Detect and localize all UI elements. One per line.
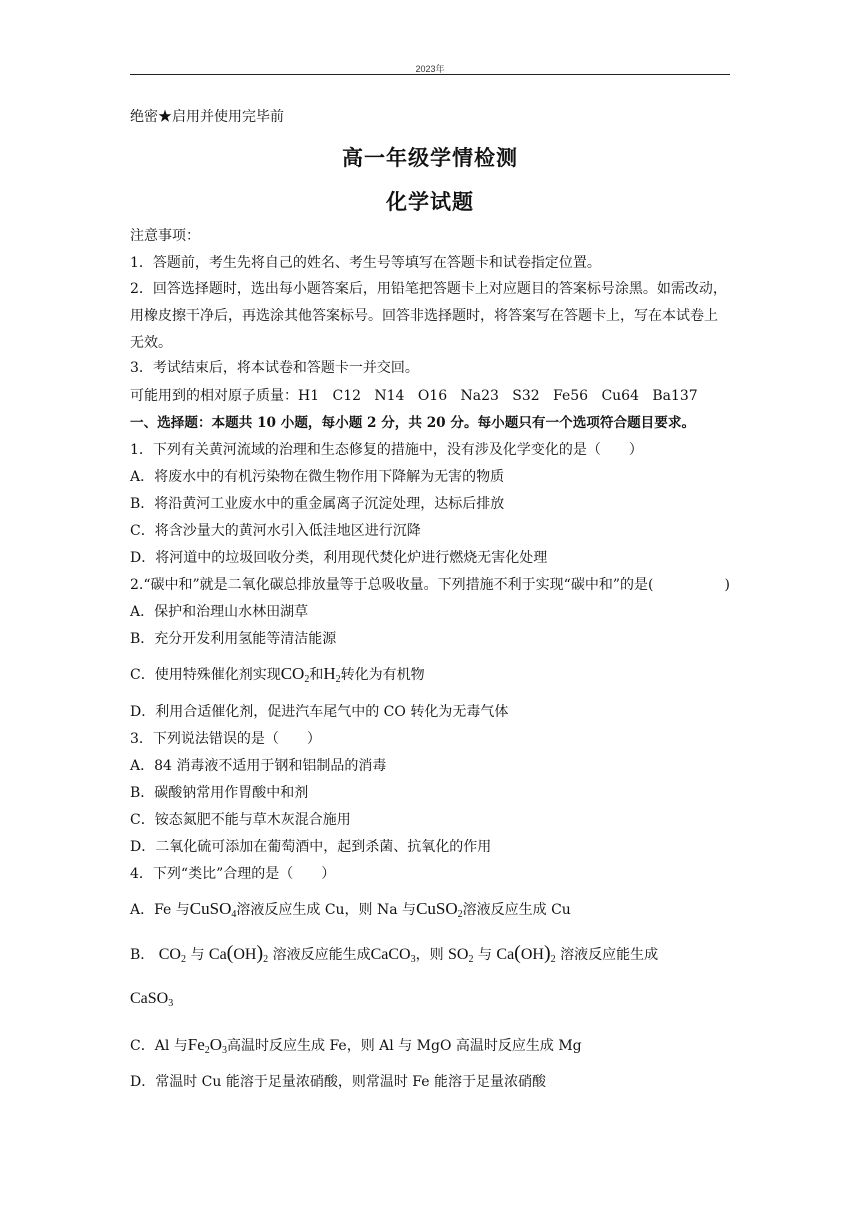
- formula-fe2o3-fe: Fe: [187, 1035, 205, 1054]
- formula-caco3-sub: 3: [410, 954, 416, 965]
- formula-caoh2-1-ca: Ca: [208, 946, 227, 963]
- q1-option-d: D．将河道中的垃圾回收分类，利用现代焚化炉进行燃烧无害化处理: [130, 550, 548, 566]
- mass-h: H1: [298, 388, 320, 404]
- mass-c: C12: [332, 388, 362, 404]
- formula-co2-b: [159, 946, 186, 963]
- formula-fe2o3: [188, 1035, 227, 1054]
- exam-subject: 化学试题: [386, 189, 474, 214]
- formula-cuso2: [416, 899, 463, 918]
- atomic-masses: [130, 386, 698, 406]
- formula-cuso4: [190, 899, 237, 918]
- note-3: 3．考试结束后，将本试卷和答题卡一并交回。: [130, 360, 419, 376]
- formula-caso3-base: CaSO: [130, 990, 169, 1007]
- q2-stem-paren: ): [724, 577, 730, 593]
- mass-fe: Fe56: [553, 388, 589, 404]
- q2-option-b: B．充分开发利用氢能等清洁能源: [130, 631, 337, 647]
- mass-o: O16: [417, 388, 448, 404]
- formula-caoh2-2-lparen: (: [514, 942, 521, 964]
- note-1: 1．答题前，考生先将自己的姓名、考生号等填写在答题卡和试卷指定位置。: [130, 255, 601, 271]
- q1-option-b: B．将沿黄河工业废水中的重金属离子沉淀处理，达标后排放: [130, 496, 505, 512]
- q2-option-a: A．保护和治理山水林田湖草: [130, 604, 309, 620]
- q4a-text-post: 溶液反应生成 Cu: [462, 902, 571, 918]
- formula-co2-base: CO: [280, 664, 305, 683]
- q2c-text-pre: C．使用特殊催化剂实现: [130, 667, 281, 683]
- q4c-text-pre: C．Al 与: [130, 1038, 188, 1054]
- section-heading: 一、选择题：本题共 10 小题，每小题 2 分，共 20 分。每小题只有一个选项符合题目要求。: [130, 415, 696, 431]
- formula-h2-sub: 2: [335, 674, 341, 685]
- formula-caoh2-2: [496, 942, 556, 965]
- q3-option-a: A．84 消毒液不适用于钢和铝制品的消毒: [130, 758, 387, 774]
- mass-n: N14: [374, 388, 405, 404]
- formula-caco3: [371, 946, 416, 963]
- q2c-text-and: 和: [309, 667, 324, 683]
- q1-stem: 1．下列有关黄河流域的治理和生态修复的措施中，没有涉及化学变化的是（ ）: [130, 442, 643, 458]
- mass-ba: Ba137: [652, 388, 698, 404]
- formula-so2-base: SO: [448, 946, 469, 963]
- formula-co2-b-base: CO: [158, 946, 181, 963]
- formula-cuso2-sub: 2: [457, 909, 463, 920]
- formula-co2: [281, 664, 310, 683]
- q4b-text-mid1: 溶液反应能生成: [272, 947, 371, 963]
- q4a-text-mid: 溶液反应生成 Cu，则 Na 与: [236, 902, 417, 918]
- header-year: 2023年: [415, 64, 445, 74]
- formula-caoh2-2-sub: 2: [550, 954, 556, 965]
- q2c-text-post: 转化为有机物: [340, 667, 425, 683]
- formula-caoh2-2-ca: Ca: [496, 946, 515, 963]
- formula-caoh2-1-sub: 2: [263, 954, 269, 965]
- q2-option-d: D．利用合适催化剂，促进汽车尾气中的 CO 转化为无毒气体: [130, 704, 509, 720]
- formula-cuso2-base: CuSO: [416, 899, 458, 918]
- mass-na: Na23: [460, 388, 499, 404]
- q4b-text-yu2: 与: [477, 947, 492, 963]
- q3-stem: 3．下列说法错误的是（ ）: [130, 731, 321, 747]
- note-2: 2．回答选择题时，选出每小题答案后，用铅笔把答题卡上对应题目的答案标号涂黑。如需改动，用橡皮擦干净后，再选涂其他答案标号。回答非选择题时，将答案写在答题卡上，写在本试卷上无效。: [130, 281, 727, 351]
- formula-caoh2-2-oh: OH: [520, 946, 544, 963]
- q4b-text-ze: ，则: [415, 947, 444, 963]
- q3-option-d: D．二氧化硫可添加在葡萄酒中，起到杀菌、抗氧化的作用: [130, 839, 492, 855]
- formula-cuso4-sub: 4: [231, 909, 237, 920]
- exam-title: 高一年级学情检测: [342, 145, 518, 170]
- q4-option-b: [130, 943, 658, 965]
- q4b-text-yu1: 与: [190, 947, 205, 963]
- atomic-masses-label: 可能用到的相对原子质量：: [130, 388, 298, 404]
- q4-stem: 4．下列“类比”合理的是（ ）: [130, 866, 336, 882]
- q4b-text-pre: B．: [130, 947, 155, 963]
- formula-so2-sub: 2: [468, 954, 474, 965]
- confidential-note: 绝密★启用并使用完毕前: [130, 109, 284, 125]
- q4c-text-post: 高温时反应生成 Fe，则 Al 与 MgO 高温时反应生成 Mg: [227, 1038, 582, 1054]
- formula-so2: [448, 946, 473, 963]
- formula-co2-sub: 2: [304, 674, 310, 685]
- mass-cu: Cu64: [601, 388, 639, 404]
- formula-caso3-sub: 3: [168, 998, 174, 1009]
- formula-caso3: [130, 990, 173, 1007]
- formula-cuso4-base: CuSO: [189, 899, 232, 918]
- formula-caoh2-1-lparen: (: [226, 942, 234, 964]
- formula-caoh2-1: [208, 942, 269, 965]
- formula-fe2o3-sub2: 3: [222, 1045, 228, 1056]
- formula-co2-b-sub: 2: [180, 954, 186, 965]
- q4a-text-pre: A．Fe 与: [130, 902, 190, 918]
- formula-caco3-base: CaCO: [370, 946, 411, 963]
- q3-option-c: C．铵态氮肥不能与草木灰混合施用: [130, 812, 351, 828]
- q4-option-b-cont: [130, 989, 173, 1009]
- formula-h2: [323, 664, 340, 683]
- mass-s: S32: [512, 388, 540, 404]
- formula-caoh2-1-oh: OH: [233, 946, 257, 963]
- q4-option-d: D．常温时 Cu 能溶于足量浓硝酸，则常温时 Fe 能溶于足量浓硝酸: [130, 1074, 546, 1090]
- notes-heading: 注意事项：: [130, 228, 200, 244]
- formula-fe2o3-o: O: [209, 1035, 223, 1054]
- q2-stem: [130, 575, 730, 595]
- q1-option-a: A．将废水中的有机污染物在微生物作用下降解为无害的物质: [130, 469, 505, 485]
- q2-option-c: [130, 664, 425, 685]
- q3-option-b: B．碳酸钠常用作胃酸中和剂: [130, 785, 309, 801]
- q2-stem-text: 2.“碳中和”就是二氧化碳总排放量等于总吸收量。下列措施不利于实现“碳中和”的是(: [130, 577, 654, 593]
- q4b-text-end: 溶液反应能生成: [560, 947, 659, 963]
- q4-option-a: [130, 899, 571, 920]
- formula-caoh2-1-rparen: ): [256, 942, 264, 964]
- formula-h2-base: H: [323, 664, 336, 683]
- formula-fe2o3-sub1: 2: [204, 1045, 210, 1056]
- q1-option-c: C．将含沙量大的黄河水引入低洼地区进行沉降: [130, 523, 421, 539]
- header-rule: [130, 74, 730, 75]
- formula-caoh2-2-rparen: ): [543, 942, 551, 964]
- q4-option-c: [130, 1035, 582, 1056]
